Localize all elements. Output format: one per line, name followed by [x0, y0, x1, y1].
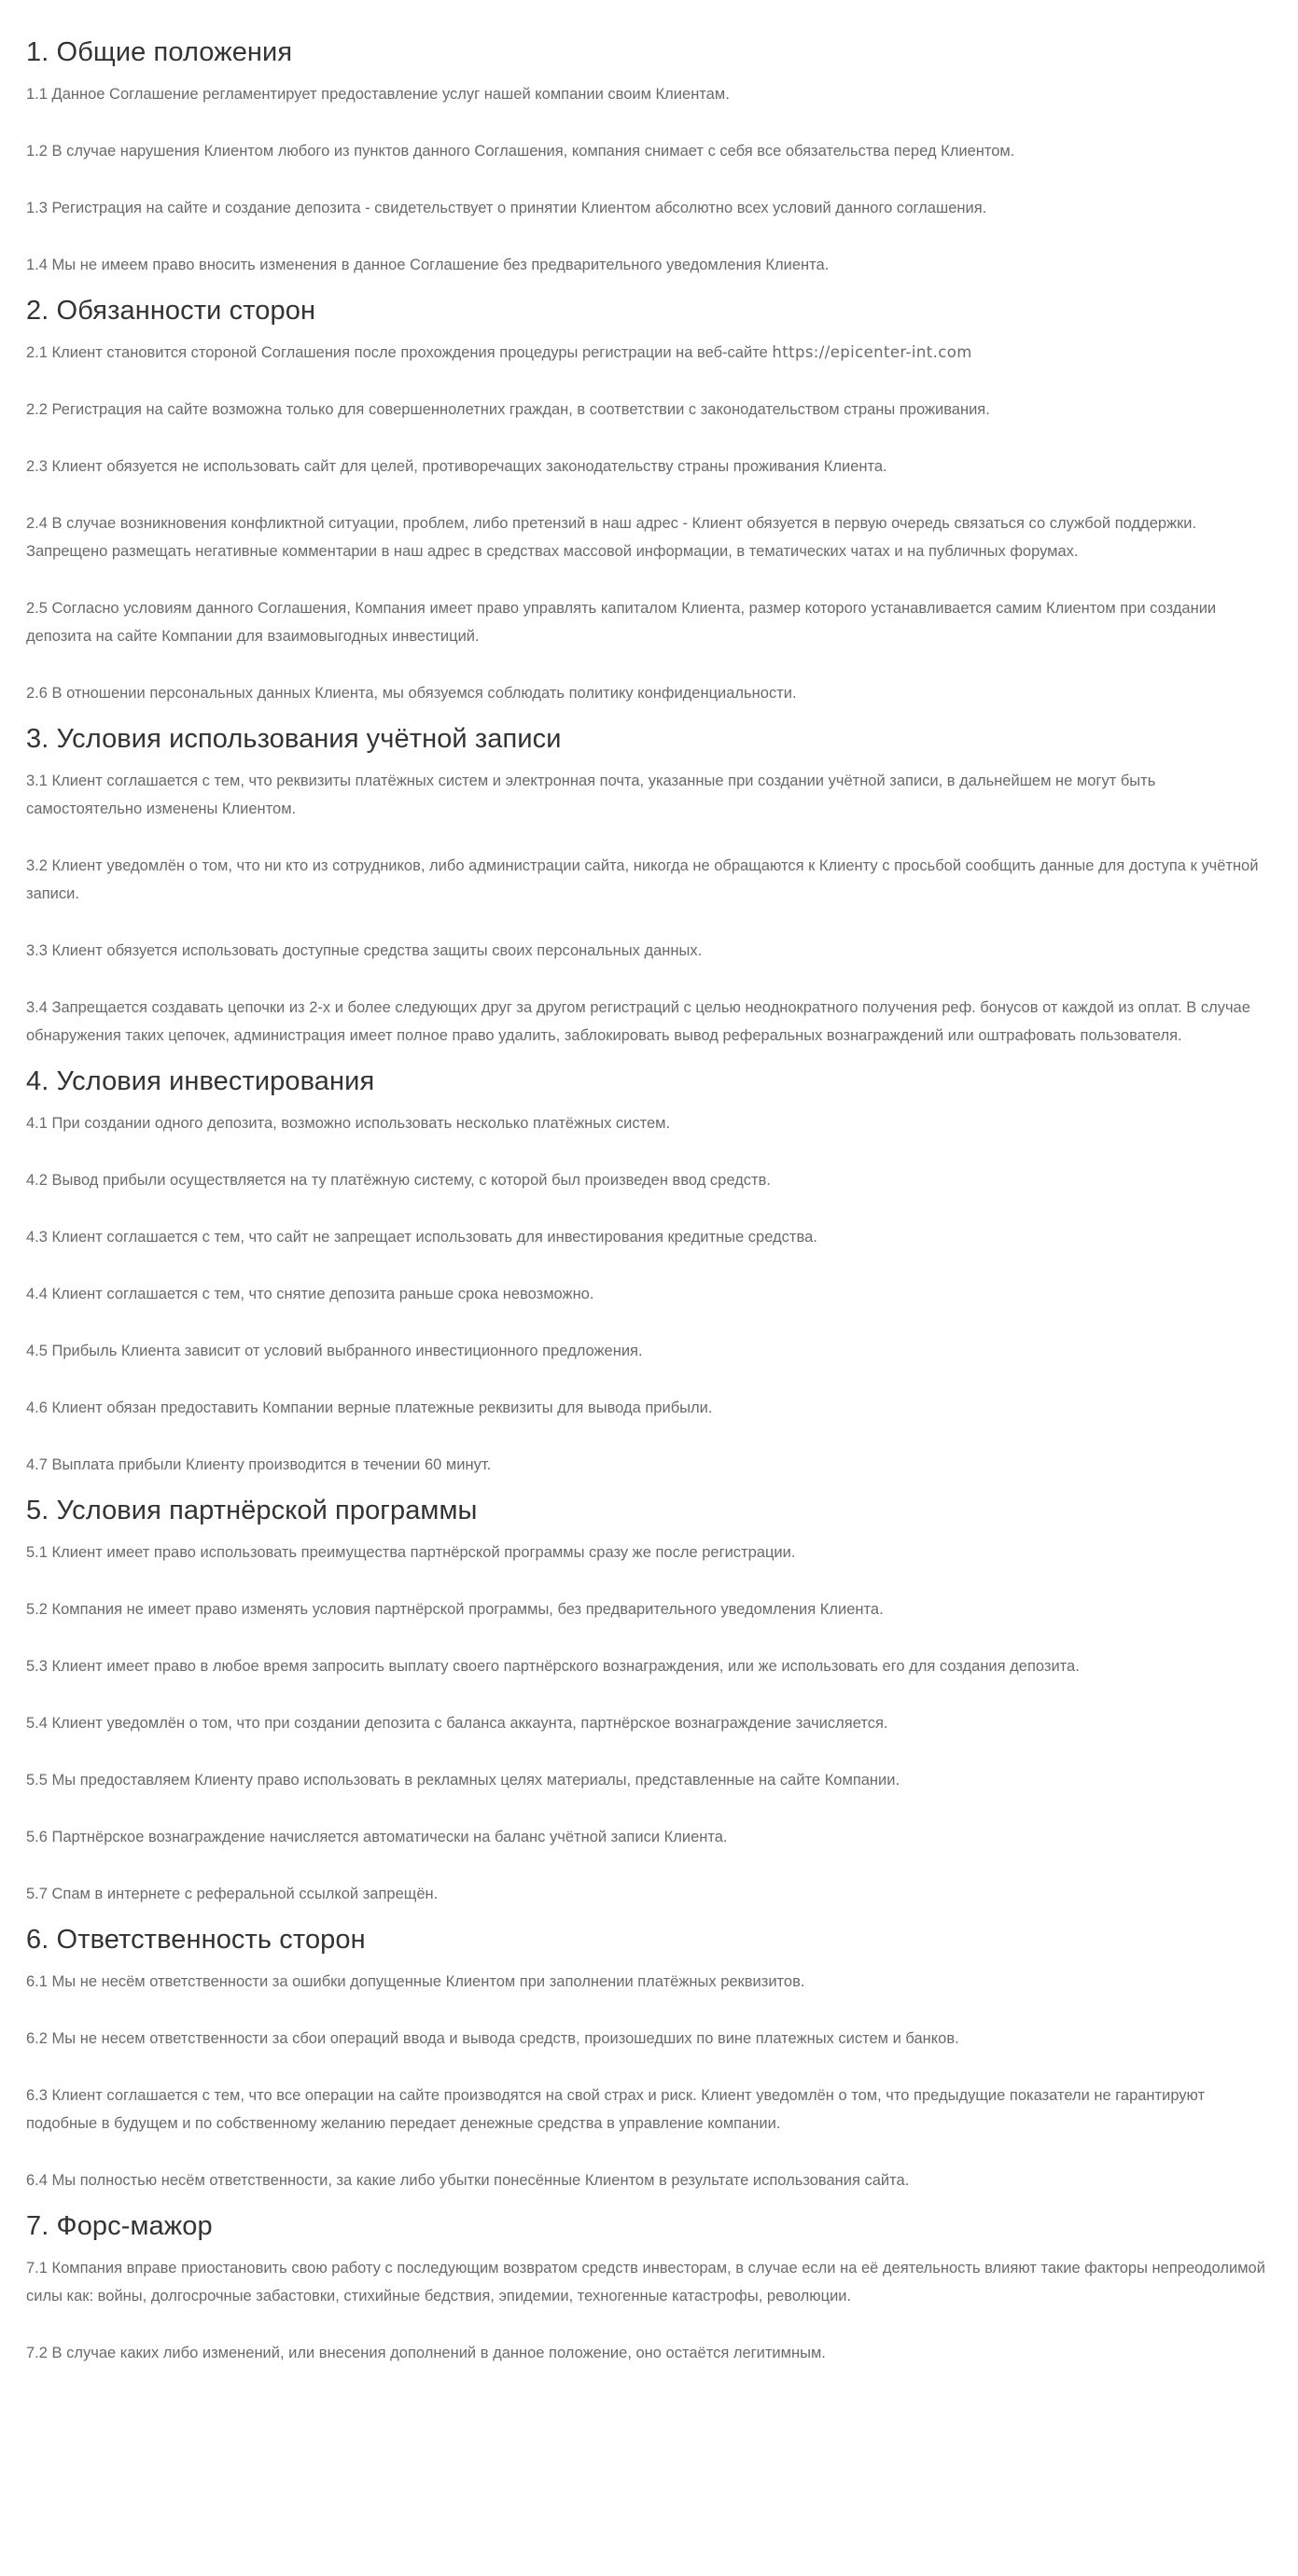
site-url: https://epicenter-int.com	[772, 343, 972, 361]
clause-2-3: 2.3 Клиент обязуется не использовать сайт для целей, противоречащих законодательству страны проживания Клиента.	[26, 458, 887, 475]
clause-5-3: 5.3 Клиент имеет право в любое время запросить выплату своего партнёрского вознаграждения, или же использовать его для создания депозита.	[26, 1658, 1080, 1675]
section-title: 2. Обязанности сторон	[26, 296, 316, 326]
clause-2-4: 2.4 В случае возникновения конфликтной ситуации, проблем, либо претензий в наш адрес - Клиент обязуется в первую очередь связаться со службой поддержки. Запрещено размещать негативные комментарии в наш адрес в средствах массовой информации, в тематических чатах и на публичных форумах.	[26, 515, 1197, 560]
clause-5-4: 5.4 Клиент уведомлён о том, что при создании депозита с баланса аккаунта, партнёрское вознаграждение зачисляется.	[26, 1715, 888, 1732]
clause-4-1: 4.1 При создании одного депозита, возможно использовать несколько платёжных систем.	[26, 1115, 671, 1132]
clause-4-3: 4.3 Клиент соглашается с тем, что сайт не запрещает использовать для инвестирования кредитные средства.	[26, 1229, 817, 1246]
section-title: 4. Условия инвестирования	[26, 1066, 375, 1096]
clause-2-2: 2.2 Регистрация на сайте возможна только для совершеннолетних граждан, в соответствии с законодательством страны проживания.	[26, 401, 990, 418]
clause-3-1: 3.1 Клиент соглашается с тем, что реквизиты платёжных систем и электронная почта, указанные при создании учётной записи, в дальнейшем не могут быть самостоятельно изменены Клиентом.	[26, 773, 1156, 817]
section-general	[26, 34, 1272, 279]
clause-7-2: 7.2 В случае каких либо изменений, или внесения дополнений в данное положение, оно остаётся легитимным.	[26, 2345, 826, 2361]
clause-2-6: 2.6 В отношении персональных данных Клиента, мы обязуемся соблюдать политику конфиденциальности.	[26, 685, 797, 702]
section-obligations	[26, 292, 1272, 707]
clause-1-4: 1.4 Мы не имеем право вносить изменения в данное Соглашение без предварительного уведомления Клиента.	[26, 257, 830, 273]
clause-6-4: 6.4 Мы полностью несём ответственности, за какие либо убытки понесённые Клиентом в результате использования сайта.	[26, 2172, 910, 2189]
clause-3-3: 3.3 Клиент обязуется использовать доступные средства защиты своих персональных данных.	[26, 942, 703, 959]
section-force-majeure	[26, 2207, 1272, 2367]
clause-2-1-text: 2.1 Клиент становится стороной Соглашения после прохождения процедуры регистрации на веб-сайте	[26, 344, 768, 361]
clause-4-5: 4.5 Прибыль Клиента зависит от условий выбранного инвестиционного предложения.	[26, 1343, 643, 1359]
clause-4-4: 4.4 Клиент соглашается с тем, что снятие депозита раньше срока невозможно.	[26, 1286, 594, 1302]
section-title: 1. Общие положения	[26, 37, 293, 67]
clause-2-1	[26, 339, 1272, 367]
clause-5-2: 5.2 Компания не имеет право изменять условия партнёрской программы, без предварительного уведомления Клиента.	[26, 1601, 884, 1618]
clause-4-2: 4.2 Вывод прибыли осуществляется на ту платёжную систему, с которой был произведен ввод средств.	[26, 1172, 771, 1189]
section-liability	[26, 1921, 1272, 2194]
section-title: 5. Условия партнёрской программы	[26, 1496, 478, 1525]
clause-5-6: 5.6 Партнёрское вознаграждение начисляется автоматически на баланс учётной записи Клиента.	[26, 1829, 728, 1845]
clause-4-7: 4.7 Выплата прибыли Клиенту производится в течении 60 минут.	[26, 1456, 492, 1473]
section-title: 7. Форс-мажор	[26, 2211, 213, 2241]
clause-1-1: 1.1 Данное Соглашение регламентирует предоставление услуг нашей компании своим Клиентам.	[26, 86, 730, 103]
clause-7-1: 7.1 Компания вправе приостановить свою работу с последующим возвратом средств инвесторам, в случае если на её деятельность влияют такие факторы непреодолимой силы как: войны, долгосрочные забастовки, стихийные бедствия, эпидемии, техногенные катастрофы, революции.	[26, 2260, 1265, 2304]
clause-1-2: 1.2 В случае нарушения Клиентом любого из пунктов данного Соглашения, компания снимает с себя все обязательства перед Клиентом.	[26, 143, 1015, 160]
clause-5-7: 5.7 Спам в интернете с реферальной ссылкой запрещён.	[26, 1886, 439, 1902]
clause-1-3: 1.3 Регистрация на сайте и создание депозита - свидетельствует о принятии Клиентом абсолютно всех условий данного соглашения.	[26, 200, 987, 216]
clause-6-3: 6.3 Клиент соглашается с тем, что все операции на сайте производятся на свой страх и риск. Клиент уведомлён о том, что предыдущие показатели не гарантируют подобные в будущем и по собственному желанию передает денежные средства в управление компании.	[26, 2087, 1206, 2132]
clause-6-2: 6.2 Мы не несем ответственности за сбои операций ввода и вывода средств, произошедших по вине платежных систем и банков.	[26, 2030, 959, 2047]
section-title: 6. Ответственность сторон	[26, 1925, 366, 1955]
section-title: 3. Условия использования учётной записи	[26, 724, 562, 754]
clause-5-5: 5.5 Мы предоставляем Клиенту право использовать в рекламных целях материалы, представленные на сайте Компании.	[26, 1772, 900, 1789]
clause-3-4: 3.4 Запрещается создавать цепочки из 2-х и более следующих друг за другом регистраций с целью неоднократного получения реф. бонусов от каждой из оплат. В случае обнаружения таких цепочек, администрация имеет полное право удалить, заблокировать вывод реферальных вознаграждений или оштрафовать пользователя.	[26, 999, 1250, 1044]
section-partner-program	[26, 1492, 1272, 1908]
clause-5-1: 5.1 Клиент имеет право использовать преимущества партнёрской программы сразу же после регистрации.	[26, 1544, 796, 1561]
section-account-terms	[26, 720, 1272, 1050]
section-investment-terms	[26, 1063, 1272, 1479]
clause-6-1: 6.1 Мы не несём ответственности за ошибки допущенные Клиентом при заполнении платёжных реквизитов.	[26, 1973, 805, 1990]
clause-4-6: 4.6 Клиент обязан предоставить Компании верные платежные реквизиты для вывода прибыли.	[26, 1399, 713, 1416]
clause-3-2: 3.2 Клиент уведомлён о том, что ни кто из сотрудников, либо администрации сайта, никогда не обращаются к Клиенту с просьбой сообщить данные для доступа к учётной записи.	[26, 857, 1259, 902]
clause-2-5: 2.5 Согласно условиям данного Соглашения, Компания имеет право управлять капиталом Клиента, размер которого устанавливается самим Клиентом при создании депозита на сайте Компании для взаимовыгодных инвестиций.	[26, 600, 1217, 645]
